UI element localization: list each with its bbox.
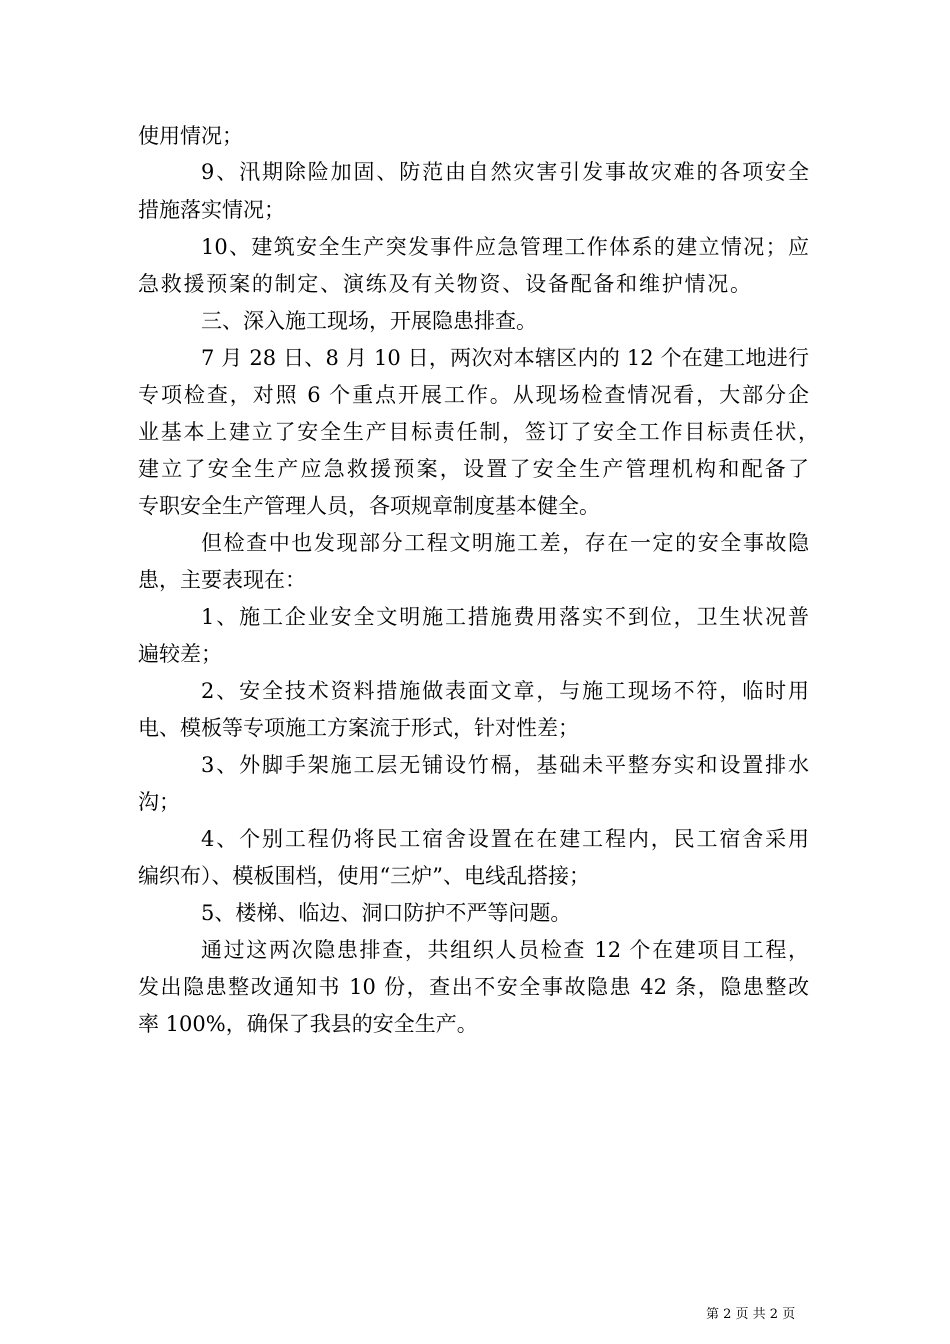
text-line: 编织布）、模板围档，使用“三炉”、电线乱搭接； bbox=[138, 864, 590, 888]
text-line: 沟； bbox=[138, 790, 180, 814]
text-line: 发出隐患整改通知书 10 份，查出不安全事故隐患 42 条，隐患整改 bbox=[138, 975, 809, 999]
text-line: 建立了安全生产应急救援预案，设置了安全生产管理机构和配备了 bbox=[138, 457, 809, 481]
text-line: 率 100%，确保了我县的安全生产。 bbox=[138, 1012, 478, 1036]
text-line: 遍较差； bbox=[138, 642, 222, 666]
text-line: 9、汛期除险加固、防范由自然灾害引发事故灾难的各项安全 bbox=[201, 160, 809, 184]
text-line: 三、深入施工现场，开展隐患排查。 bbox=[201, 309, 537, 333]
text-line: 3、外脚手架施工层无铺设竹槅，基础未平整夯实和设置排水 bbox=[201, 753, 809, 777]
text-line: 2、安全技术资料措施做表面文章，与施工现场不符，临时用 bbox=[201, 679, 809, 703]
text-line: 专职安全生产管理人员，各项规章制度基本健全。 bbox=[138, 494, 600, 518]
text-line: 措施落实情况； bbox=[138, 198, 285, 222]
text-line: 业基本上建立了安全生产目标责任制，签订了安全工作目标责任状， bbox=[138, 420, 819, 444]
text-line: 7 月 28 日、8 月 10 日，两次对本辖区内的 12 个在建工地进行 bbox=[201, 346, 809, 370]
text-line: 10、建筑安全生产突发事件应急管理工作体系的建立情况；应 bbox=[201, 235, 809, 259]
page-number: 第 2 页 共 2 页 bbox=[706, 1307, 796, 1322]
text-line: 急救援预案的制定、演练及有关物资、设备配备和维护情况。 bbox=[138, 272, 751, 296]
text-line: 4、个别工程仍将民工宿舍设置在在建工程内，民工宿舍采用 bbox=[201, 827, 809, 851]
text-line: 电、模板等专项施工方案流于形式，针对性差； bbox=[138, 716, 579, 740]
text-line: 但检查中也发现部分工程文明施工差，存在一定的安全事故隐 bbox=[201, 531, 809, 555]
text-line: 1、施工企业安全文明施工措施费用落实不到位，卫生状况普 bbox=[201, 605, 809, 629]
text-line: 5、楼梯、临边、洞口防护不严等问题。 bbox=[201, 901, 572, 925]
text-line: 专项检查，对照 6 个重点开展工作。从现场检查情况看，大部分企 bbox=[138, 383, 809, 407]
text-line: 使用情况； bbox=[138, 124, 243, 148]
text-line: 通过这两次隐患排查，共组织人员检查 12 个在建项目工程， bbox=[201, 938, 809, 962]
text-line: 患，主要表现在： bbox=[138, 568, 306, 592]
